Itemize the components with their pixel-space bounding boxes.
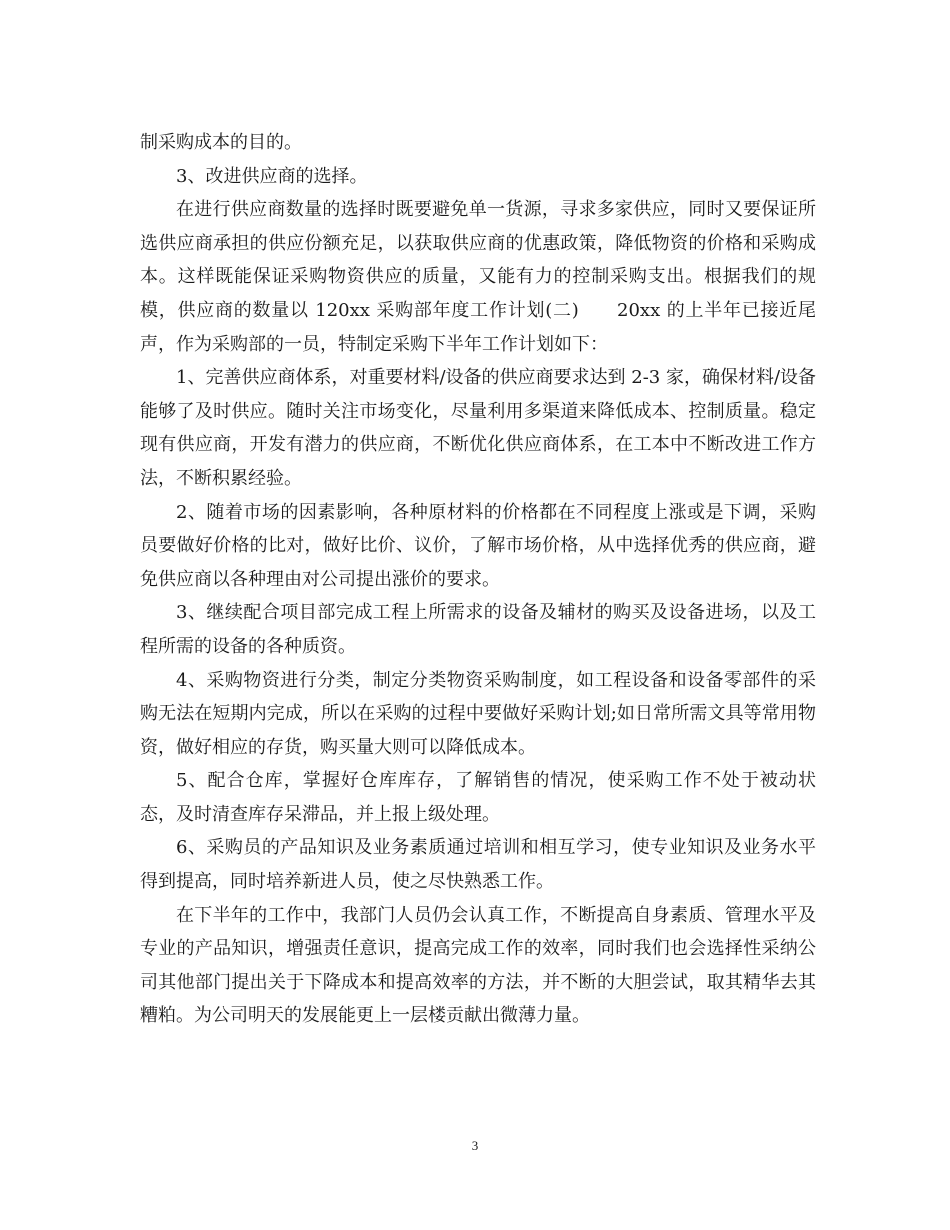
page-number: 3	[471, 1138, 479, 1153]
paragraph-item-3: 3、继续配合项目部完成工程上所需求的设备及辅材的购买及设备进场，以及工程所需的设备的各种质资。	[140, 602, 816, 657]
paragraph-supplier-selection: 在进行供应商数量的选择时既要避免单一货源，寻求多家供应，同时又要保证所选供应商承担的供应份额充足，以获取供应商的优惠政策，降低物资的价格和采购成本。这样既能保证采购物资供应的质量，又能有力的控制采购支出。根据我们的规模，供应商的数量以 120xx 采购部年度工作计划(二) 20xx 的上半年已接近尾声，作为采购部的一员，特制定采购下半年工作计划如下：	[140, 199, 816, 355]
paragraph-item-6: 6、采购员的产品知识及业务素质通过培训和相互学习，使专业知识及业务水平得到提高，同时培养新进人员，使之尽快熟悉工作。	[140, 837, 816, 893]
paragraph-conclusion: 在下半年的工作中，我部门人员仍会认真工作，不断提高自身素质、管理水平及专业的产品知识，增强责任意识，提高完成工作的效率，同时我们也会选择性采纳公司其他部门提出关于下降成本和提高效率的方法，并不断的大胆尝试，取其精华去其糟粕。为公司明天的发展能更上一层楼贡献出微薄力量。	[140, 904, 816, 1027]
paragraph-item-2: 2、随着市场的因素影响，各种原材料的价格都在不同程度上涨或是下调，采购员要做好价格的比对，做好比价、议价，了解市场价格，从中选择优秀的供应商，避免供应商以各种理由对公司提出涨价的要求。	[140, 501, 816, 590]
paragraph-heading-3: 3、改进供应商的选择。	[176, 165, 368, 187]
paragraph-item-5: 5、配合仓库，掌握好仓库库存，了解销售的情况，使采购工作不处于被动状态，及时清查库存呆滞品，并上报上级处理。	[140, 770, 816, 825]
paragraph-continuation: 制采购成本的目的。	[140, 132, 302, 153]
body-text	[140, 126, 816, 1033]
paragraph-item-1: 1、完善供应商体系，对重要材料/设备的供应商要求达到 2-3 家，确保材料/设备能够了及时供应。随时关注市场变化，尽量利用多渠道来降低成本、控制质量。稳定现有供应商，开发有潜力的供应商，不断优化供应商体系，在工本中不断改进工作方法，不断积累经验。	[140, 367, 817, 489]
paragraph-item-4: 4、采购物资进行分类，制定分类物资采购制度，如工程设备和设备零部件的采购无法在短期内完成，所以在采购的过程中要做好采购计划;如日常所需文具等常用物资，做好相应的存货，购买量大则可以降低成本。	[140, 669, 816, 758]
